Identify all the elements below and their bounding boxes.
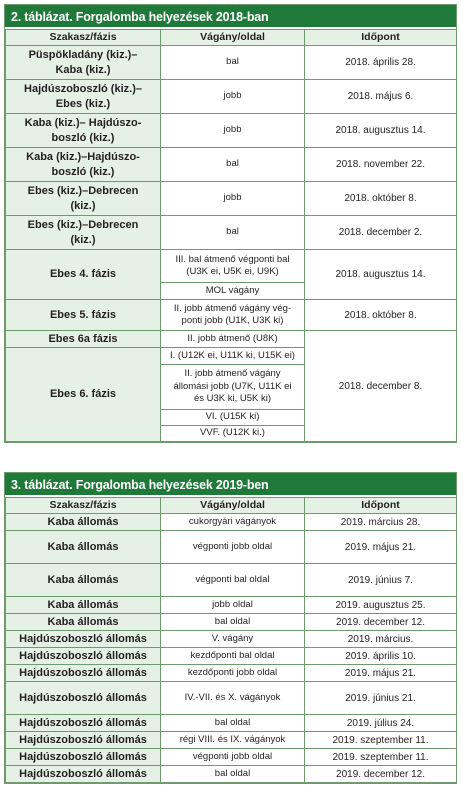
- date-cell: 2019. június 21.: [305, 682, 457, 715]
- section-cell: Hajdúszoboszló állomás: [6, 682, 161, 715]
- table-row: [6, 682, 457, 715]
- track-cell: jobb: [161, 182, 305, 216]
- track-cell: kezdőponti jobb oldal: [161, 665, 305, 682]
- date-cell: 2018. október 8.: [305, 300, 457, 331]
- section-cell: Kaba állomás: [6, 597, 161, 614]
- track-cell: kezdőponti bal oldal: [161, 648, 305, 665]
- track-cell: I. (U12K ei, U11K ki, U15K ei): [161, 348, 305, 365]
- table-row: [6, 300, 457, 331]
- table-row: [6, 331, 457, 348]
- column-header-date: Időpont: [305, 30, 457, 46]
- date-cell: 2018. április 28.: [305, 46, 457, 80]
- track-cell: VI. (U15K ki): [161, 410, 305, 426]
- track-cell: bal: [161, 46, 305, 80]
- section-cell: Ebes (kiz.)–Debrecen (kiz.): [6, 216, 161, 250]
- section-cell: Hajdúszoboszló állomás: [6, 665, 161, 682]
- table-row: [6, 250, 457, 283]
- date-cell: 2019. március 28.: [305, 514, 457, 531]
- section-cell: Hajdúszoboszló állomás: [6, 766, 161, 783]
- table-row: [6, 648, 457, 665]
- track-cell: bal: [161, 216, 305, 250]
- track-cell: cukorgyári vágányok: [161, 514, 305, 531]
- column-header-track: Vágány/oldal: [161, 498, 305, 514]
- section-cell: Kaba állomás: [6, 531, 161, 564]
- column-header-section: Szakasz/fázis: [6, 30, 161, 46]
- track-cell: IV.-VII. és X. vágányok: [161, 682, 305, 715]
- table-row: [6, 182, 457, 216]
- date-cell: 2018. december 8.: [305, 331, 457, 442]
- section-cell: Kaba (kiz.)– Hajdúszo- boszló (kiz.): [6, 114, 161, 148]
- table-row: [6, 114, 457, 148]
- track-cell: végponti jobb oldal: [161, 749, 305, 766]
- section-cell: Ebes (kiz.)–Debrecen (kiz.): [6, 182, 161, 216]
- date-cell: 2019. május 21.: [305, 665, 457, 682]
- date-cell: 2019. szeptember 11.: [305, 749, 457, 766]
- table-2019-grid: [5, 497, 457, 783]
- table-row: [6, 749, 457, 766]
- section-cell: Kaba állomás: [6, 564, 161, 597]
- date-cell: 2019. augusztus 25.: [305, 597, 457, 614]
- table-row: [6, 80, 457, 114]
- section-cell: Hajdúszoboszló állomás: [6, 631, 161, 648]
- track-cell: jobb oldal: [161, 597, 305, 614]
- table-row: [6, 597, 457, 614]
- section-cell: Hajdúszoboszló állomás: [6, 732, 161, 749]
- date-cell: 2019. május 21.: [305, 531, 457, 564]
- table-2018-header-row: [6, 30, 457, 46]
- date-cell: 2018. augusztus 14.: [305, 250, 457, 300]
- date-cell: 2019. június 7.: [305, 564, 457, 597]
- date-cell: 2018. december 2.: [305, 216, 457, 250]
- track-cell: II. jobb átmenő vágány vég- ponti jobb (U1K, U3K ki): [161, 300, 305, 331]
- table-row: [6, 631, 457, 648]
- track-cell: végponti jobb oldal: [161, 531, 305, 564]
- date-cell: 2019. szeptember 11.: [305, 732, 457, 749]
- date-cell: 2019. december 12.: [305, 766, 457, 783]
- track-cell: II. jobb átmenő (U8K): [161, 331, 305, 348]
- track-cell: végponti bal oldal: [161, 564, 305, 597]
- column-header-section: Szakasz/fázis: [6, 498, 161, 514]
- table-2018: [4, 4, 457, 443]
- table-row: [6, 148, 457, 182]
- section-cell: Ebes 4. fázis: [6, 250, 161, 300]
- track-cell: V. vágány: [161, 631, 305, 648]
- track-cell: VVF. (U12K ki.): [161, 426, 305, 442]
- table-row: [6, 766, 457, 783]
- table-row: [6, 514, 457, 531]
- table-row: [6, 46, 457, 80]
- date-cell: 2018. október 8.: [305, 182, 457, 216]
- track-cell: bal oldal: [161, 715, 305, 732]
- table-2018-title: 2. táblázat. Forgalomba helyezések 2018-ban: [5, 5, 456, 29]
- date-cell: 2018. augusztus 14.: [305, 114, 457, 148]
- section-cell: Hajdúszoboszló (kiz.)– Ebes (kiz.): [6, 80, 161, 114]
- section-cell: Püspökladány (kiz.)– Kaba (kiz.): [6, 46, 161, 80]
- table-2018-grid: [5, 29, 457, 442]
- track-cell: bal oldal: [161, 614, 305, 631]
- date-cell: 2019. március.: [305, 631, 457, 648]
- section-cell: Ebes 6a fázis: [6, 331, 161, 348]
- section-cell: Hajdúszoboszló állomás: [6, 648, 161, 665]
- column-header-track: Vágány/oldal: [161, 30, 305, 46]
- column-header-date: Időpont: [305, 498, 457, 514]
- table-row: [6, 564, 457, 597]
- section-cell: Hajdúszoboszló állomás: [6, 715, 161, 732]
- table-row: [6, 715, 457, 732]
- track-cell: jobb: [161, 114, 305, 148]
- date-cell: 2019. július 24.: [305, 715, 457, 732]
- date-cell: 2018. május 6.: [305, 80, 457, 114]
- section-cell: Kaba (kiz.)–Hajdúszo- boszló (kiz.): [6, 148, 161, 182]
- table-row: [6, 665, 457, 682]
- section-cell: Hajdúszoboszló állomás: [6, 749, 161, 766]
- track-cell: bal oldal: [161, 766, 305, 783]
- track-cell: III. bal átmenő végponti bal (U3K ei, U5K ei, U9K): [161, 250, 305, 283]
- section-cell: Ebes 6. fázis: [6, 348, 161, 442]
- date-cell: 2019. április 10.: [305, 648, 457, 665]
- track-cell: II. jobb átmenő vágány állomási jobb (U7K, U11K ei és U3K ki, U5K ki): [161, 365, 305, 410]
- table-row: [6, 531, 457, 564]
- table-2019-header-row: [6, 498, 457, 514]
- track-cell: jobb: [161, 80, 305, 114]
- table-2019: [4, 472, 457, 784]
- track-cell: bal: [161, 148, 305, 182]
- section-cell: Ebes 5. fázis: [6, 300, 161, 331]
- section-cell: Kaba állomás: [6, 614, 161, 631]
- table-row: [6, 216, 457, 250]
- track-cell: MOL vágány: [161, 283, 305, 300]
- table-row: [6, 614, 457, 631]
- section-cell: Kaba állomás: [6, 514, 161, 531]
- date-cell: 2019. december 12.: [305, 614, 457, 631]
- track-cell: régi VIII. és IX. vágányok: [161, 732, 305, 749]
- table-row: [6, 732, 457, 749]
- table-2019-title: 3. táblázat. Forgalomba helyezések 2019-ben: [5, 473, 456, 497]
- date-cell: 2018. november 22.: [305, 148, 457, 182]
